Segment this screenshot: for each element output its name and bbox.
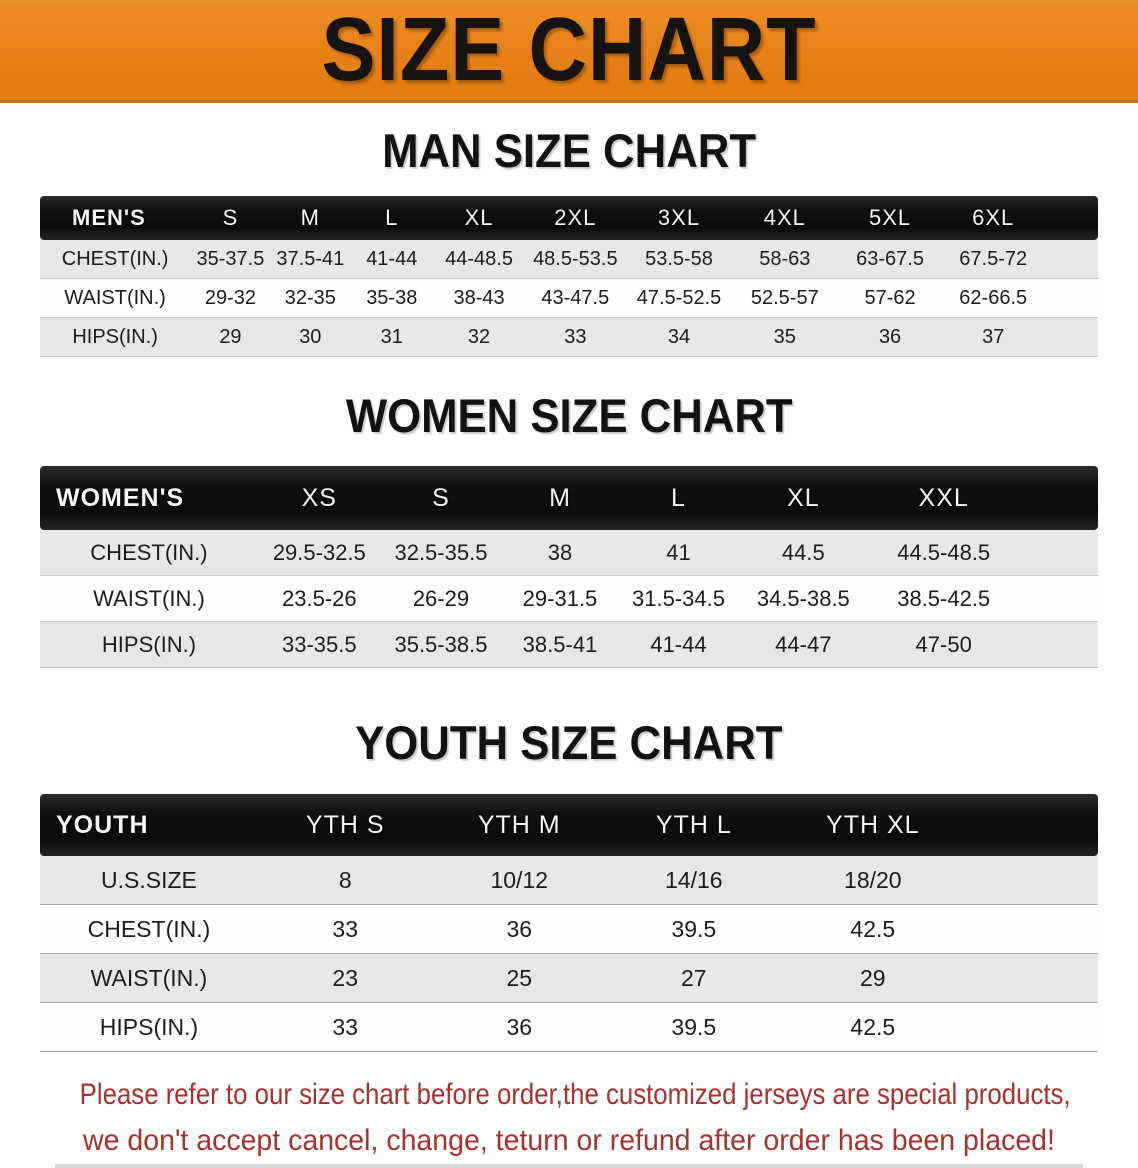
women-measurement-row: [40, 576, 1098, 622]
women-size-column-header: XL: [738, 466, 868, 530]
size-value-cell: 43-47.5: [525, 279, 627, 318]
man-size-chart-heading: [0, 125, 1138, 177]
size-value-cell: 29: [782, 954, 1098, 1003]
women-size-column-header: XXL: [868, 466, 1098, 530]
men-measurement-row: [40, 318, 1098, 357]
size-value-cell: 8: [258, 856, 433, 905]
size-value-cell: 33: [525, 318, 627, 357]
youth-heading-text: YOUTH SIZE CHART: [355, 716, 783, 769]
men-size-column-header: 3XL: [626, 196, 732, 240]
size-value-cell: 41-44: [619, 622, 739, 668]
size-value-cell: 33: [258, 905, 433, 954]
size-value-cell: 36: [433, 905, 607, 954]
men-header-row: [40, 196, 1098, 240]
women-size-column-header: M: [501, 466, 618, 530]
size-value-cell: 34: [626, 318, 732, 357]
row-label: WAIST(IN.): [40, 576, 258, 622]
size-value-cell: 36: [838, 318, 943, 357]
size-value-cell: 57-62: [838, 279, 943, 318]
men-measurement-row: [40, 279, 1098, 318]
disclaimer-line-1: Please refer to our size chart before order,the customized jerseys are special products,: [79, 1078, 1071, 1111]
row-label: CHEST(IN.): [40, 530, 258, 576]
size-value-cell: 41-44: [350, 240, 434, 279]
size-value-cell: 37: [942, 318, 1098, 357]
youth-size-column-header: YTH M: [433, 794, 607, 856]
size-value-cell: 38: [501, 530, 618, 576]
size-value-cell: 37.5-41: [271, 240, 350, 279]
size-value-cell: 42.5: [782, 905, 1098, 954]
size-value-cell: 42.5: [782, 1003, 1098, 1052]
disclaimer-note: [0, 1072, 1138, 1164]
size-value-cell: 33-35.5: [258, 622, 381, 668]
size-value-cell: 23.5-26: [258, 576, 381, 622]
size-value-cell: 39.5: [606, 1003, 782, 1052]
youth-size-chart-heading: [0, 717, 1138, 769]
women-header-row: [40, 466, 1098, 530]
men-size-column-header: XL: [434, 196, 525, 240]
men-table: [40, 196, 1098, 357]
men-table-title: MEN'S: [40, 196, 190, 240]
women-size-chart-heading: [0, 391, 1138, 441]
youth-table-title: YOUTH: [40, 794, 258, 856]
size-value-cell: 41: [619, 530, 739, 576]
women-table-title: WOMEN'S: [40, 466, 258, 530]
women-heading-text: WOMEN SIZE CHART: [345, 389, 793, 442]
bottom-divider: [55, 1164, 1083, 1168]
youth-size-column-header: YTH L: [606, 794, 782, 856]
size-value-cell: 32-35: [271, 279, 350, 318]
women-table: [40, 466, 1098, 668]
youth-size-table: [40, 794, 1098, 1052]
youth-measurement-row: [40, 905, 1098, 954]
women-size-column-header: XS: [258, 466, 381, 530]
youth-table: [40, 794, 1098, 1052]
size-value-cell: 47.5-52.5: [626, 279, 732, 318]
disclaimer-line-2: we don't accept cancel, change, teturn or refund after order has been placed!: [83, 1124, 1055, 1157]
women-size-column-header: S: [381, 466, 502, 530]
size-chart-banner: [0, 0, 1138, 103]
men-size-column-header: 5XL: [838, 196, 943, 240]
men-size-column-header: 2XL: [525, 196, 627, 240]
men-size-column-header: M: [271, 196, 350, 240]
youth-measurement-row: [40, 954, 1098, 1003]
men-size-column-header: 6XL: [942, 196, 1098, 240]
women-size-table: [40, 466, 1098, 668]
size-value-cell: 53.5-58: [626, 240, 732, 279]
size-value-cell: 31: [350, 318, 434, 357]
row-label: WAIST(IN.): [40, 954, 258, 1003]
size-value-cell: 14/16: [606, 856, 782, 905]
size-value-cell: 33: [258, 1003, 433, 1052]
men-size-table: [40, 196, 1098, 357]
size-value-cell: 38.5-42.5: [868, 576, 1098, 622]
size-value-cell: 32: [434, 318, 525, 357]
size-value-cell: 29.5-32.5: [258, 530, 381, 576]
size-value-cell: 44-48.5: [434, 240, 525, 279]
row-label: WAIST(IN.): [40, 279, 190, 318]
size-value-cell: 26-29: [381, 576, 502, 622]
size-value-cell: 44.5-48.5: [868, 530, 1098, 576]
size-value-cell: 62-66.5: [942, 279, 1098, 318]
size-value-cell: 35-38: [350, 279, 434, 318]
size-value-cell: 67.5-72: [942, 240, 1098, 279]
women-measurement-row: [40, 530, 1098, 576]
men-size-column-header: 4XL: [732, 196, 838, 240]
size-value-cell: 18/20: [782, 856, 1098, 905]
size-value-cell: 47-50: [868, 622, 1098, 668]
size-value-cell: 44-47: [738, 622, 868, 668]
size-value-cell: 23: [258, 954, 433, 1003]
men-size-column-header: L: [350, 196, 434, 240]
youth-size-column-header: YTH XL: [782, 794, 1098, 856]
size-value-cell: 29-32: [190, 279, 270, 318]
size-value-cell: 32.5-35.5: [381, 530, 502, 576]
men-size-column-header: S: [190, 196, 270, 240]
size-value-cell: 35.5-38.5: [381, 622, 502, 668]
women-measurement-row: [40, 622, 1098, 668]
size-value-cell: 30: [271, 318, 350, 357]
size-value-cell: 27: [606, 954, 782, 1003]
row-label: HIPS(IN.): [40, 318, 190, 357]
size-value-cell: 31.5-34.5: [619, 576, 739, 622]
youth-size-column-header: YTH S: [258, 794, 433, 856]
row-label: HIPS(IN.): [40, 1003, 258, 1052]
youth-measurement-row: [40, 1003, 1098, 1052]
size-value-cell: 34.5-38.5: [738, 576, 868, 622]
size-value-cell: 25: [433, 954, 607, 1003]
row-label: HIPS(IN.): [40, 622, 258, 668]
youth-header-row: [40, 794, 1098, 856]
youth-measurement-row: [40, 856, 1098, 905]
row-label: CHEST(IN.): [40, 240, 190, 279]
size-value-cell: 48.5-53.5: [525, 240, 627, 279]
size-value-cell: 52.5-57: [732, 279, 838, 318]
size-value-cell: 10/12: [433, 856, 607, 905]
man-heading-text: MAN SIZE CHART: [382, 124, 756, 177]
size-value-cell: 63-67.5: [838, 240, 943, 279]
size-value-cell: 35-37.5: [190, 240, 270, 279]
row-label: CHEST(IN.): [40, 905, 258, 954]
women-size-column-header: L: [619, 466, 739, 530]
row-label: U.S.SIZE: [40, 856, 258, 905]
size-value-cell: 29: [190, 318, 270, 357]
size-value-cell: 35: [732, 318, 838, 357]
banner-title: SIZE CHART: [321, 0, 817, 100]
size-value-cell: 39.5: [606, 905, 782, 954]
size-value-cell: 38-43: [434, 279, 525, 318]
size-value-cell: 38.5-41: [501, 622, 618, 668]
size-value-cell: 29-31.5: [501, 576, 618, 622]
size-value-cell: 58-63: [732, 240, 838, 279]
men-measurement-row: [40, 240, 1098, 279]
size-value-cell: 44.5: [738, 530, 868, 576]
size-value-cell: 36: [433, 1003, 607, 1052]
